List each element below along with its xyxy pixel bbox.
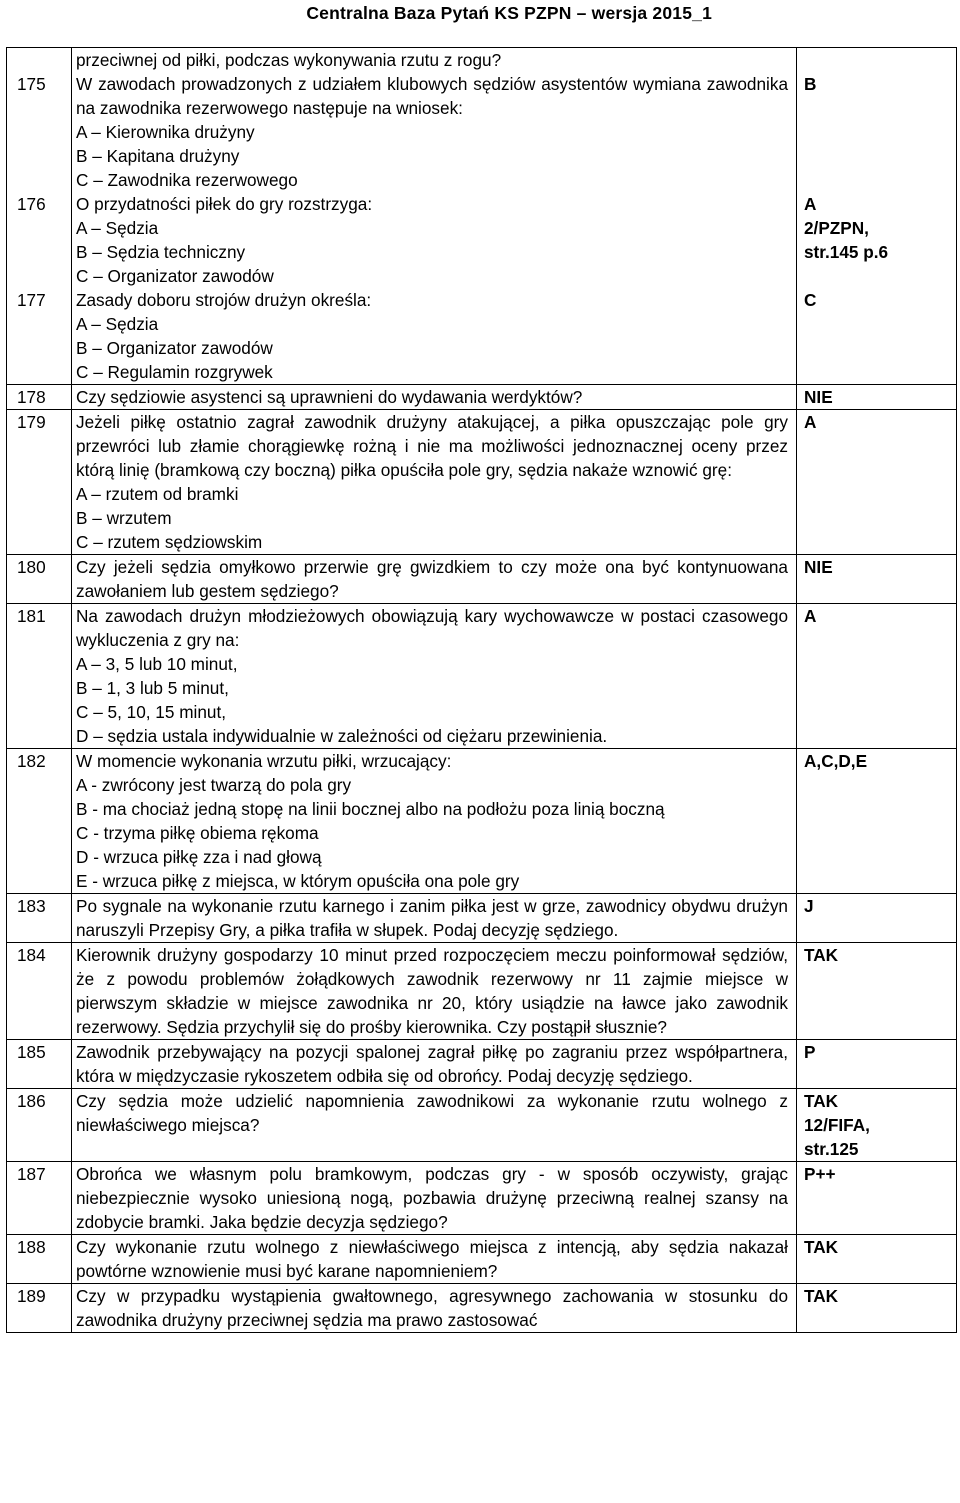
table-row: [7, 1235, 957, 1284]
answer-option: C - trzyma piłkę obiema rękoma: [76, 823, 319, 843]
answer-option: A – rzutem od bramki: [76, 484, 239, 504]
question-text: [72, 192, 797, 288]
table-row: [7, 1040, 957, 1089]
answer-key: A: [804, 412, 817, 432]
answer-key: P++: [804, 1164, 836, 1184]
question-body: W zawodach prowadzonych z udziałem klubowych sędziów asystentów wymiana zawodnika na zawodnika rezerwowego następuje na wniosek:: [76, 74, 788, 118]
question-text: [72, 410, 797, 555]
answer-option: D - wrzuca piłkę zza i nad głową: [76, 847, 322, 867]
answer-option: C – Regulamin rozgrywek: [76, 362, 273, 382]
table-row: [7, 604, 957, 749]
question-number: 189: [7, 1284, 72, 1333]
answer-cell: [797, 1284, 957, 1333]
answer-key: A: [804, 606, 817, 626]
question-body: Czy wykonanie rzutu wolnego z niewłaściwego miejsca z intencją, aby sędzia nakazał powtórne wznowienie musi być karane napomnieniem?: [76, 1237, 788, 1281]
question-text: [72, 1162, 797, 1235]
answer-cell: [797, 604, 957, 749]
question-number: 180: [7, 555, 72, 604]
question-text: [72, 288, 797, 385]
answer-option: B – Kapitana drużyny: [76, 146, 240, 166]
question-body: W momencie wykonania wrzutu piłki, wrzucający:: [76, 751, 452, 771]
question-number: 185: [7, 1040, 72, 1089]
question-text: [72, 943, 797, 1040]
question-number: 175: [7, 72, 72, 192]
question-number: 178: [7, 385, 72, 410]
table-row: [7, 192, 957, 288]
answer-key: TAK: [804, 1237, 839, 1257]
table-row: [7, 1162, 957, 1235]
answer-option: E - wrzuca piłkę z miejsca, w którym opuściła ona pole gry: [76, 871, 520, 891]
question-number: 187: [7, 1162, 72, 1235]
question-number: 183: [7, 894, 72, 943]
question-text: [72, 1040, 797, 1089]
table-row: [7, 1284, 957, 1333]
table-row: [7, 894, 957, 943]
question-body: Jeżeli piłkę ostatnio zagrał zawodnik drużyny atakującej, a piłka opuszczając pole gry przewróci lub złamie chorągiewkę rożną i nie ma możliwości jednoznacznej oceny przez którą linię (bramkową czy boczną) piłka opuściła pole gry, sędzia nakaże wznowić grę:: [76, 412, 788, 480]
question-text: [72, 385, 797, 410]
answer-option: B – Organizator zawodów: [76, 338, 273, 358]
question-body: O przydatności piłek do gry rozstrzyga:: [76, 194, 373, 214]
answer-key: TAK: [804, 945, 839, 965]
answer-reference: 12/FIFA,: [804, 1115, 870, 1135]
answer-key: J: [804, 896, 814, 916]
answer-option: A - zwrócony jest twarzą do pola gry: [76, 775, 352, 795]
answer-reference: str.145 p.6: [804, 242, 889, 262]
answer-key: NIE: [804, 387, 833, 407]
answer-cell: [797, 894, 957, 943]
answer-key: B: [804, 74, 817, 94]
table-row: [7, 749, 957, 894]
table-row: [7, 288, 957, 385]
answer-cell: [797, 72, 957, 192]
answer-cell: [797, 1040, 957, 1089]
table-row: [7, 1089, 957, 1162]
question-number: 186: [7, 1089, 72, 1162]
answer-key: A: [804, 194, 817, 214]
question-text: [72, 1235, 797, 1284]
answer-option: B - ma chociaż jedną stopę na linii bocznej albo na podłożu poza linią boczną: [76, 799, 665, 819]
answer-key: C: [804, 290, 817, 310]
answer-option: B – Sędzia techniczny: [76, 242, 246, 262]
question-body: Zasady doboru strojów drużyn określa:: [76, 290, 372, 310]
table-row: [7, 410, 957, 555]
question-text: [72, 555, 797, 604]
question-number: 176: [7, 192, 72, 288]
answer-key: TAK: [804, 1091, 839, 1111]
question-number: [7, 48, 72, 73]
answer-option: D – sędzia ustala indywidualnie w zależności od ciężaru przewinienia.: [76, 726, 608, 746]
answer-option: C – rzutem sędziowskim: [76, 532, 263, 552]
answer-cell: [797, 749, 957, 894]
question-number: 182: [7, 749, 72, 894]
question-body: Czy sędziowie asystenci są uprawnieni do wydawania werdyktów?: [76, 387, 583, 407]
answer-cell: [797, 288, 957, 385]
answer-cell: [797, 48, 957, 73]
question-body: Czy w przypadku wystąpienia gwałtownego, agresywnego zachowania w stosunku do zawodnika drużyny przeciwnej sędzia ma prawo zastosować: [76, 1286, 788, 1330]
question-body: Czy sędzia może udzielić napomnienia zawodnikowi za wykonanie rzutu wolnego z niewłaściwego miejsca?: [76, 1091, 788, 1135]
answer-option: B – 1, 3 lub 5 minut,: [76, 678, 229, 698]
table-row: [7, 385, 957, 410]
answer-cell: [797, 943, 957, 1040]
answer-option: C – Organizator zawodów: [76, 266, 274, 286]
question-body: Kierownik drużyny gospodarzy 10 minut przed rozpoczęciem meczu poinformował sędziów, że z powodu problemów żołądkowych zawodnik rezerwowy nr 11 zajmie miejsce w pierwszym składzie w miejsce zawodnika nr 20, który usiądzie na ławce jako zawodnik rezerwowy. Sędzia przychylił się do prośby kierownika. Czy postąpił słusznie?: [76, 945, 788, 1037]
answer-key: A,C,D,E: [804, 751, 868, 771]
question-body: Obrońca we własnym polu bramkowym, podczas gry - w sposób oczywisty, grając niebezpiecznie wysoko uniesioną nogą, pozbawia drużynę przeciwną realnej szansy na zdobycie bramki. Jaka będzie decyzja sędziego?: [76, 1164, 788, 1232]
answer-key: NIE: [804, 557, 833, 577]
answer-option: C – 5, 10, 15 minut,: [76, 702, 226, 722]
question-text: [72, 1089, 797, 1162]
question-text: [72, 1284, 797, 1333]
question-number: 177: [7, 288, 72, 385]
question-text: [72, 604, 797, 749]
answer-cell: [797, 385, 957, 410]
table-row: [7, 943, 957, 1040]
table-row: [7, 555, 957, 604]
answer-option: A – 3, 5 lub 10 minut,: [76, 654, 238, 674]
answer-cell: [797, 192, 957, 288]
question-text: [72, 72, 797, 192]
question-number: 184: [7, 943, 72, 1040]
answer-option: B – wrzutem: [76, 508, 172, 528]
question-number: 188: [7, 1235, 72, 1284]
question-text: [72, 894, 797, 943]
answer-option: A – Sędzia: [76, 314, 159, 334]
answer-cell: [797, 1089, 957, 1162]
answer-reference: 2/PZPN,: [804, 218, 869, 238]
question-text: [72, 749, 797, 894]
answer-cell: [797, 410, 957, 555]
answer-option: A – Sędzia: [76, 218, 159, 238]
answer-key: TAK: [804, 1286, 839, 1306]
answer-reference: str.125: [804, 1139, 859, 1159]
table-row: [7, 72, 957, 192]
question-body: Na zawodach drużyn młodzieżowych obowiązują kary wychowawcze w postaci czasowego wykluczenia z gry na:: [76, 606, 788, 650]
answer-key: P: [804, 1042, 816, 1062]
question-body: Zawodnik przebywający na pozycji spalonej zagrał piłkę po zagraniu przez współpartnera, która w międzyczasie rykoszetem odbiła się od obrońcy. Podaj decyzję sędziego.: [76, 1042, 788, 1086]
question-body: Czy jeżeli sędzia omyłkowo przerwie grę gwizdkiem to czy może ona być kontynuowana zawołaniem lub gestem sędziego?: [76, 557, 788, 601]
continuation-text: przeciwnej od piłki, podczas wykonywania rzutu z rogu?: [76, 50, 502, 70]
answer-cell: [797, 1235, 957, 1284]
question-number: 179: [7, 410, 72, 555]
answer-cell: [797, 1162, 957, 1235]
question-number: 181: [7, 604, 72, 749]
answer-option: C – Zawodnika rezerwowego: [76, 170, 298, 190]
questions-table: [6, 47, 957, 1333]
document-header: Centralna Baza Pytań KS PZPN – wersja 2015_1: [306, 3, 712, 23]
answer-option: A – Kierownika drużyny: [76, 122, 255, 142]
question-text: [72, 48, 797, 73]
question-body: Po sygnale na wykonanie rzutu karnego i zanim piłka jest w grze, zawodnicy obydwu drużyn naruszyli Przepisy Gry, a piłka trafiła w słupek. Podaj decyzję sędziego.: [76, 896, 788, 940]
answer-cell: [797, 555, 957, 604]
table-row: [7, 48, 957, 73]
